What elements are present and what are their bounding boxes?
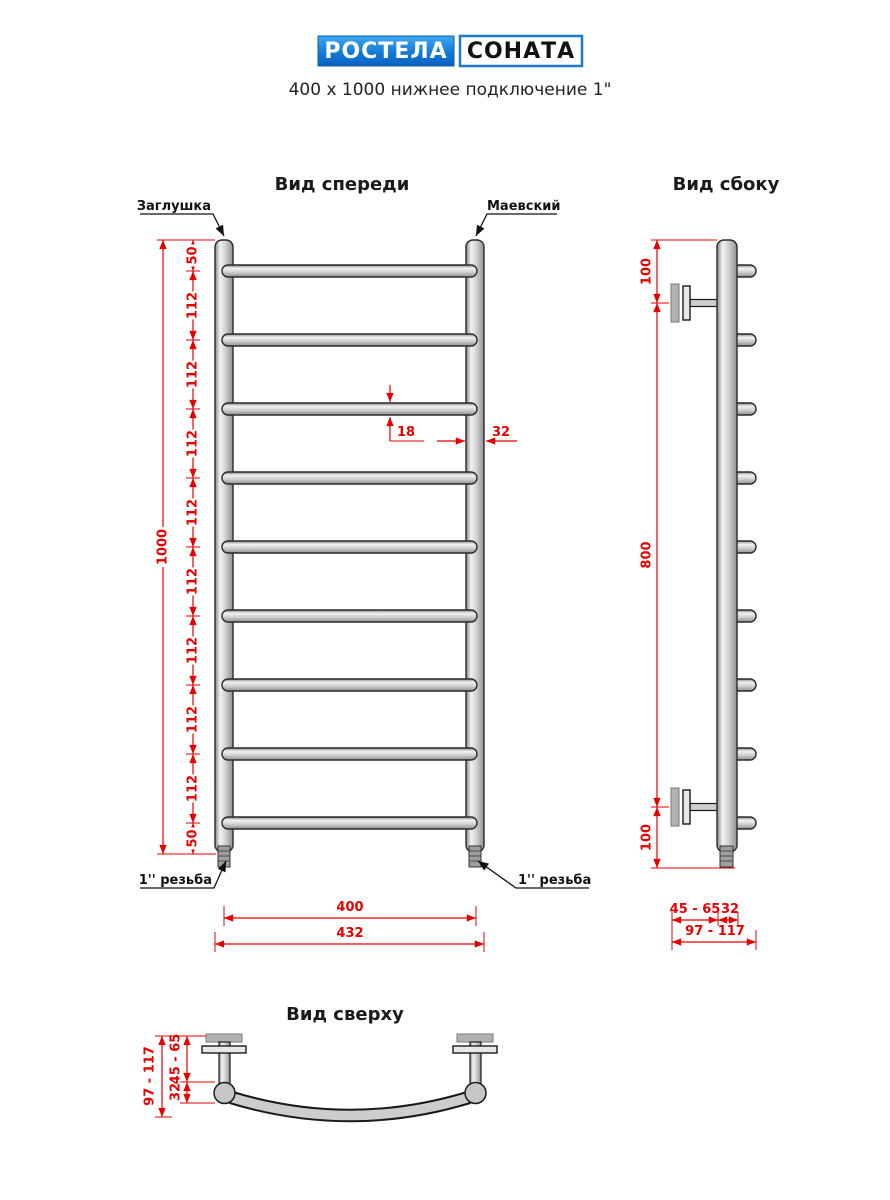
dim-45-65: 45 - 65	[669, 902, 721, 917]
front-view-title: Вид спереди	[274, 174, 410, 195]
top-view	[143, 1004, 498, 1117]
thread-left-label: 1'' резьба	[138, 873, 212, 888]
thread-callout-right	[478, 861, 591, 888]
chain-dim: 112	[185, 360, 201, 389]
front-rungs	[222, 265, 477, 829]
dim-chain	[186, 240, 202, 854]
wall-bracket-top	[671, 284, 718, 322]
valve-callout	[476, 199, 561, 236]
dim-32: 32	[491, 425, 511, 440]
rung	[222, 748, 477, 760]
side-depth-dims	[670, 902, 756, 950]
wall-bracket-bottom	[671, 788, 718, 826]
top-bracket-right	[453, 1034, 497, 1088]
front-right-thread	[469, 846, 481, 867]
side-view-title: Вид сбоку	[672, 174, 780, 195]
dim-width-centers	[224, 900, 476, 926]
rung	[222, 334, 477, 346]
dim-432: 432	[336, 926, 364, 941]
dim-45-65-top: 45 - 65	[168, 1033, 184, 1085]
dim-total-height	[155, 240, 171, 854]
rung	[222, 817, 477, 829]
side-view	[640, 174, 780, 950]
chain-dim: 112	[185, 636, 201, 665]
top-bracket-left	[202, 1034, 246, 1088]
side-tube	[717, 240, 737, 852]
rung	[222, 265, 477, 277]
dim-100-bottom: 100	[639, 823, 655, 852]
dim-32-top: 32	[168, 1082, 184, 1102]
chain-dim: 112	[185, 498, 201, 527]
top-right-tube-section	[465, 1083, 486, 1104]
thread-right-label: 1'' резьба	[518, 873, 592, 888]
top-curved-rung	[233, 1098, 467, 1116]
dim-100-top: 100	[639, 257, 655, 286]
chain-dim: 112	[185, 567, 201, 596]
dim-width-overall	[215, 926, 484, 952]
logo-model-text: СОНАТА	[466, 39, 576, 64]
logo-brand-text: РОСТЕЛА	[324, 39, 448, 64]
dim-400: 400	[336, 900, 364, 915]
product-subtitle: 400 х 1000 нижнее подключение 1"	[288, 80, 612, 100]
dim-1000: 1000	[155, 528, 171, 566]
top-left-tube-section	[214, 1083, 235, 1104]
rung	[222, 679, 477, 691]
dim-97-117-top: 97 - 117	[142, 1046, 158, 1106]
dim-97-117: 97 - 117	[685, 924, 745, 939]
front-view	[137, 174, 591, 952]
rung	[222, 541, 477, 553]
dim-800: 800	[639, 541, 655, 569]
side-thread	[720, 846, 733, 867]
rung	[222, 610, 477, 622]
dim-18: 18	[396, 425, 416, 440]
chain-dim: 112	[185, 774, 201, 803]
plug-label: Заглушка	[136, 199, 211, 214]
top-view-title: Вид сверху	[286, 1004, 404, 1025]
plug-callout	[137, 199, 224, 236]
chain-dim: 50	[185, 829, 201, 848]
dim-32-side: 32	[720, 902, 740, 917]
chain-dim: 50	[185, 246, 201, 265]
thread-callout-left	[139, 861, 226, 888]
chain-dim: 112	[185, 291, 201, 320]
front-left-thread	[218, 846, 230, 867]
rung	[222, 403, 477, 415]
header	[289, 36, 612, 100]
chain-dim: 112	[185, 705, 201, 734]
rung	[222, 472, 477, 484]
valve-label: Маевский	[487, 199, 561, 214]
chain-dim: 112	[185, 429, 201, 458]
